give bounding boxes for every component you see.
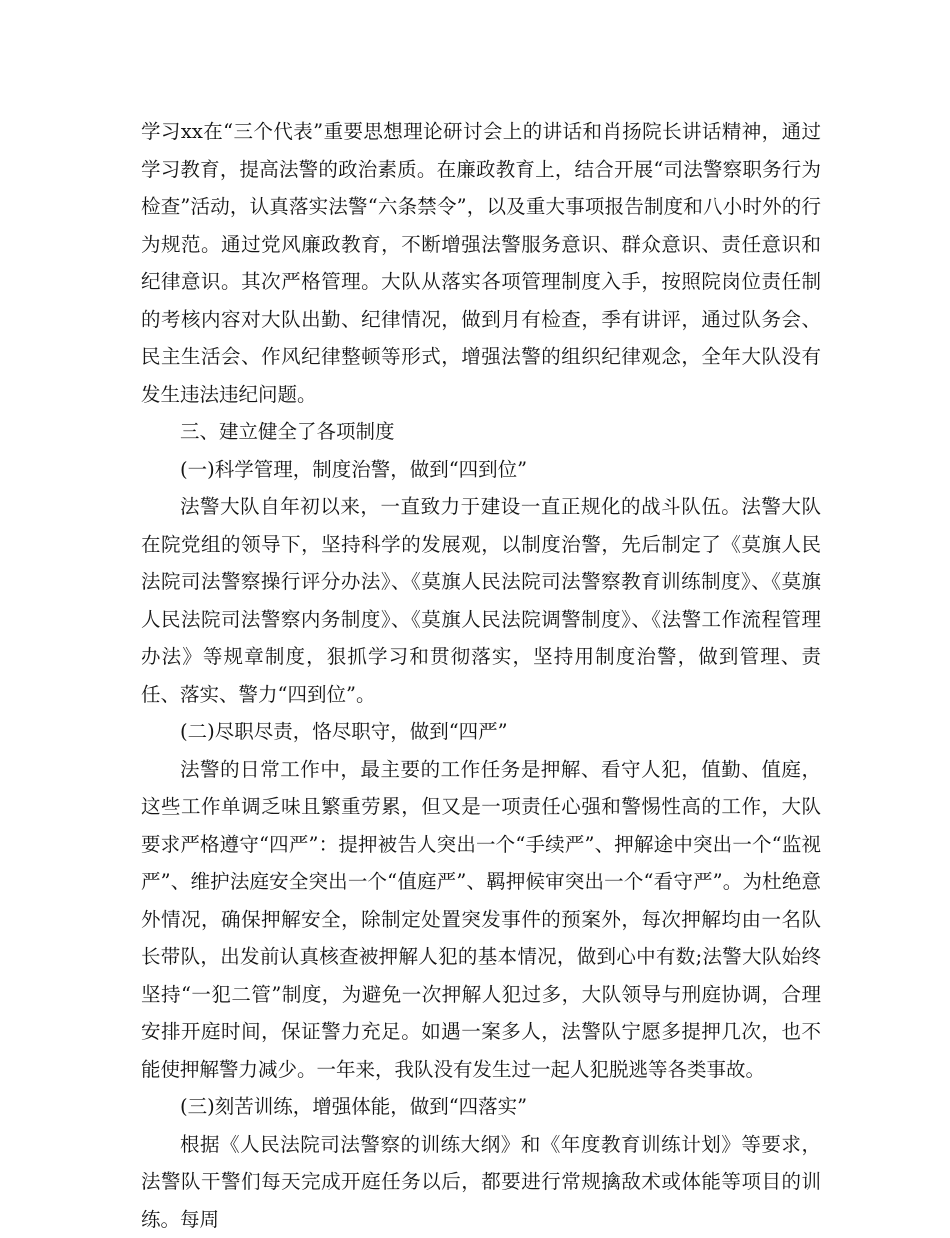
paragraph-continuation: 学习xx在“三个代表”重要思想理论研讨会上的讲话和肖扬院长讲话精神，通过学习教育，提高法警的政治素质。在廉政教育上，结合开展“司法警察职务行为检查”活动，认真落实法警“六条禁令”，以及重大事项报告制度和八小时外的行为规范。通过党风廉政教育，不断增强法警服务意识、群众意识、责任意识和纪律意识。其次严格管理。大队从落实各项管理制度入手，按照院岗位责任制的考核内容对大队出勤、纪律情况，做到月有检查，季有讲评，通过队务会、民主生活会、作风纪律整顿等形式，增强法警的组织纪律观念，全年大队没有发生违法违纪问题。: [141, 113, 821, 413]
paragraph-training: 根据《人民法院司法警察的训练大纲》和《年度教育训练计划》等要求，法警队干警们每天完成开庭任务以后，都要进行常规擒敌术或体能等项目的训练。每周: [141, 1126, 821, 1238]
paragraph-escort-duties: 法警的日常工作中，最主要的工作任务是押解、看守人犯，值勤、值庭，这些工作单调乏味且繁重劳累，但又是一项责任心强和警惕性高的工作，大队要求严格遵守“四严”：提押被告人突出一个“手续严”、押解途中突出一个“监视严”、维护法庭安全突出一个“值庭严”、羁押候审突出一个“看守严”。为杜绝意外情况，确保押解安全，除制定处置突发事件的预案外，每次押解均由一名队长带队，出发前认真核查被押解人犯的基本情况，做到心中有数;法警大队始终坚持“一犯二管”制度，为避免一次押解人犯过多，大队领导与刑庭协调，合理安排开庭时间，保证警力充足。如遇一案多人，法警队宁愿多提押几次，也不能使押解警力减少。一年来，我队没有发生过一起人犯脱逃等各类事故。: [141, 751, 821, 1089]
section-heading-3: 三、建立健全了各项制度: [141, 413, 821, 451]
subsection-heading-1: (一)科学管理，制度治警，做到“四到位”: [141, 451, 821, 489]
document-body: [141, 113, 821, 1238]
subsection-heading-2: (二)尽职尽责，恪尽职守，做到“四严”: [141, 713, 821, 751]
paragraph-regulations: 法警大队自年初以来，一直致力于建设一直正规化的战斗队伍。法警大队在院党组的领导下，坚持科学的发展观，以制度治警，先后制定了《莫旗人民法院司法警察操行评分办法》、《莫旗人民法院司法警察教育训练制度》、《莫旗人民法院司法警察内务制度》、《莫旗人民法院调警制度》、《法警工作流程管理办法》等规章制度，狠抓学习和贯彻落实，坚持用制度治警，做到管理、责任、落实、警力“四到位”。: [141, 488, 821, 713]
subsection-heading-3: (三)刻苦训练，增强体能，做到“四落实”: [141, 1088, 821, 1126]
